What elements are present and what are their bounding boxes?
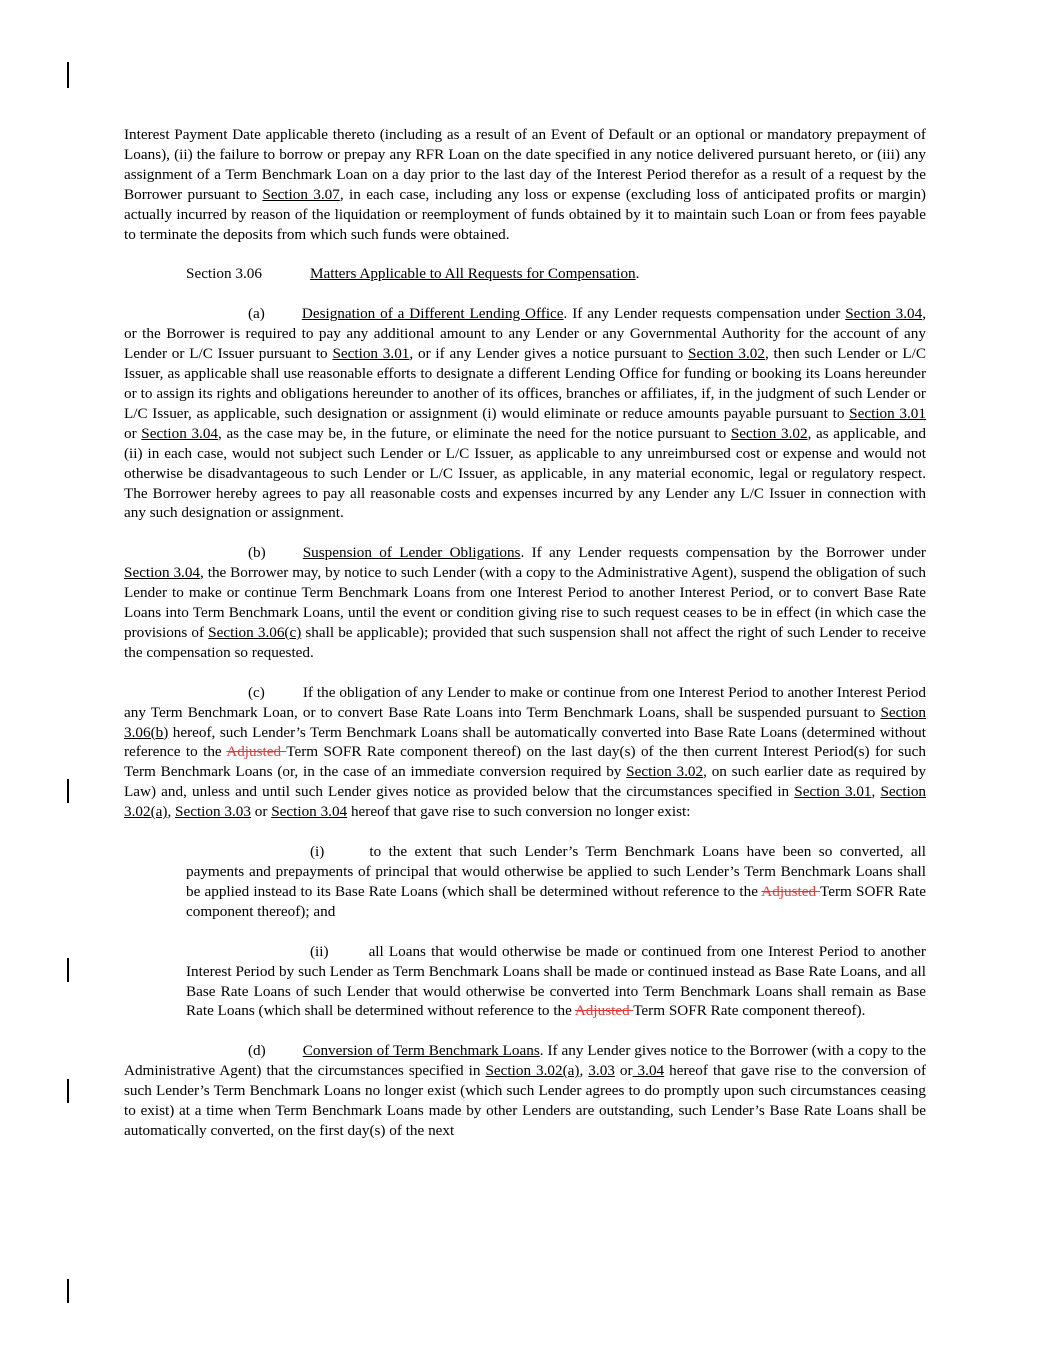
- section-reference: Section 3.04: [124, 564, 201, 582]
- change-bar: [67, 958, 69, 982]
- section-reference: Section 3.03: [175, 803, 251, 821]
- section-heading: Section 3.06 Matters Applicable to All Requests for Compensation.: [186, 265, 640, 283]
- section-reference: Section 3.02(a): [124, 783, 927, 821]
- change-bar: [67, 1079, 69, 1103]
- deleted-text: Adjusted: [226, 743, 287, 761]
- change-bar: [67, 62, 69, 88]
- clause-label: (i): [310, 843, 325, 861]
- change-bar: [67, 1279, 69, 1303]
- change-bar: [67, 779, 69, 803]
- section-reference: Section 3.02: [626, 763, 704, 781]
- deleted-text: Adjusted: [574, 1002, 634, 1020]
- section-reference: Section 3.04: [845, 305, 923, 323]
- clause-label: (a): [248, 305, 265, 323]
- clause-label: (b): [248, 544, 266, 562]
- paragraph-intro: Interest Payment Date applicable thereto (including as a result of an Event of Default or an optional or mandatory prepayment of Loans), (ii) the failure to borrow or prepay any RFR Loan on the date specified in any notice delivered pursuant hereto, or (iii) any assignment of a Term Benchmark Loan on a day prior to the last day of the Interest Period therefor as a result of a request by the Borrower pursuant to Section 3.07, in each case, including any loss or expense (excluding loss of anticipated profits or margin) actually incurred by reason of the liquidation or reemployment of funds obtained by it to maintain such Loan or from fees payable to terminate the deposits from which such funds were obtained.: [124, 126, 926, 243]
- paragraph-a: (a) Designation of a Different Lending Office. If any Lender requests compensation under Section 3.04, or the Borrower is required to pay any additional amount to any Lender or any Governmental Authority for the account of any Lender or L/C Issuer pursuant to Section 3.01, or if any Lender gives a notice pursuant to Section 3.02, then such Lender or L/C Issuer, as applicable shall use reasonable efforts to designate a different Lending Office for funding or booking its Loans hereunder or to assign its rights and obligations hereunder to another of its offices, branches or affiliates, if, in the judgment of such Lender or L/C Issuer, as applicable, such designation or assignment (i) would eliminate or reduce amounts payable pursuant to Section 3.01 or Section 3.04, as the case may be, in the future, or eliminate the need for the notice pursuant to Section 3.02, as applicable, and (ii) in each case, would not subject such Lender or L/C Issuer, as applicable to any unreimbursed cost or expense and would not otherwise be disadvantageous to such Lender or L/C Issuer, as applicable, in any material economic, legal or regulatory respect. The Borrower hereby agrees to pay all reasonable costs and expenses incurred by any Lender any L/C Issuer in connection with any such designation or assignment.: [124, 305, 927, 522]
- section-reference: 3.03: [588, 1062, 615, 1080]
- paragraph-c-ii: (ii) all Loans that would otherwise be made or continued from one Interest Period to another Interest Period by such Lender as Term Benchmark Loans shall be made or continued instead as Base Rate Loans, and all Base Rate Loans of such Lender that would otherwise be converted into Term Benchmark Loans shall remain as Base Rate Loans (which shall be determined without reference to the Adjusted Term SOFR Rate component thereof).: [186, 942, 926, 1020]
- clause-heading: Conversion of Term Benchmark Loans: [302, 1042, 540, 1060]
- clause-heading: Designation of a Different Lending Office: [301, 305, 564, 323]
- section-reference: Section 3.02(a): [485, 1062, 580, 1080]
- clause-heading: Suspension of Lender Obligations: [302, 544, 521, 562]
- paragraph-c-i: (i) to the extent that such Lender’s Term Benchmark Loans have been so converted, all payments and prepayments of principal that would otherwise be applied to such Lender’s Term Benchmark Loans shall be applied instead to its Base Rate Loans (which shall be determined without reference to the Adjusted Term SOFR Rate component thereof); and: [186, 843, 926, 920]
- section-title: Matters Applicable to All Requests for Compensation: [310, 265, 636, 283]
- section-reference: Section 3.01: [332, 345, 410, 363]
- clause-label: (c): [248, 683, 265, 701]
- section-reference: Section 3.04: [271, 803, 348, 821]
- section-reference: Section 3.02: [688, 345, 765, 363]
- section-reference: Section 3.04: [141, 424, 219, 442]
- section-reference: Section 3.06(c): [208, 623, 302, 641]
- paragraph-b: (b) Suspension of Lender Obligations. If any Lender requests compensation by the Borrower under Section 3.04, the Borrower may, by notice to such Lender (with a copy to the Administrative Agent), suspend the obligation of such Lender to make or continue Term Benchmark Loans from one Interest Period to another Interest Period, or to convert Base Rate Loans into Term Benchmark Loans, until the event or condition giving rise to such request ceases to be in effect (in which case the provisions of Section 3.06(c) shall be applicable); provided that such suspension shall not affect the right of such Lender to receive the compensation so requested.: [124, 544, 926, 661]
- section-reference: Section 3.01: [794, 783, 872, 801]
- document-body: [124, 125, 926, 1141]
- paragraph-c: (c) If the obligation of any Lender to make or continue from one Interest Period to another Interest Period any Term Benchmark Loan, or to convert Base Rate Loans into Term Benchmark Loans, shall be suspended pursuant to Section 3.06(b) hereof, such Lender’s Term Benchmark Loans shall be automatically converted into Base Rate Loans (determined without reference to the Adjusted Term SOFR Rate component thereof) on the last day(s) of the then current Interest Period(s) for such Term Benchmark Loans (or, in the case of an immediate conversion required by Section 3.02, on such earlier date as required by Law) and, unless and until such Lender gives notice as provided below that the circumstances specified in Section 3.01, Section 3.02(a), Section 3.03 or Section 3.04 hereof that gave rise to such conversion no longer exist:: [124, 683, 927, 821]
- section-reference: 3.04: [632, 1062, 665, 1080]
- clause-label: (ii): [310, 942, 329, 960]
- clause-label: (d): [248, 1042, 266, 1060]
- section-reference: Section 3.07: [262, 185, 340, 203]
- deleted-text: Adjusted: [761, 882, 820, 900]
- section-reference: Section 3.01: [849, 404, 926, 422]
- section-reference: Section 3.06(b): [124, 703, 926, 741]
- section-number: Section 3.06: [186, 265, 262, 283]
- section-reference: Section 3.02: [730, 424, 808, 442]
- paragraph-d: (d) Conversion of Term Benchmark Loans. If any Lender gives notice to the Borrower (with a copy to the Administrative Agent) that the circumstances specified in Section 3.02(a), 3.03 or 3.04 hereof that gave rise to the conversion of such Lender’s Term Benchmark Loans no longer exist (which such Lender agrees to do promptly upon such circumstances ceasing to exist) at a time when Term Benchmark Loans made by other Lenders are outstanding, such Lender’s Base Rate Loans shall be automatically converted, on the first day(s) of the next: [124, 1042, 927, 1139]
